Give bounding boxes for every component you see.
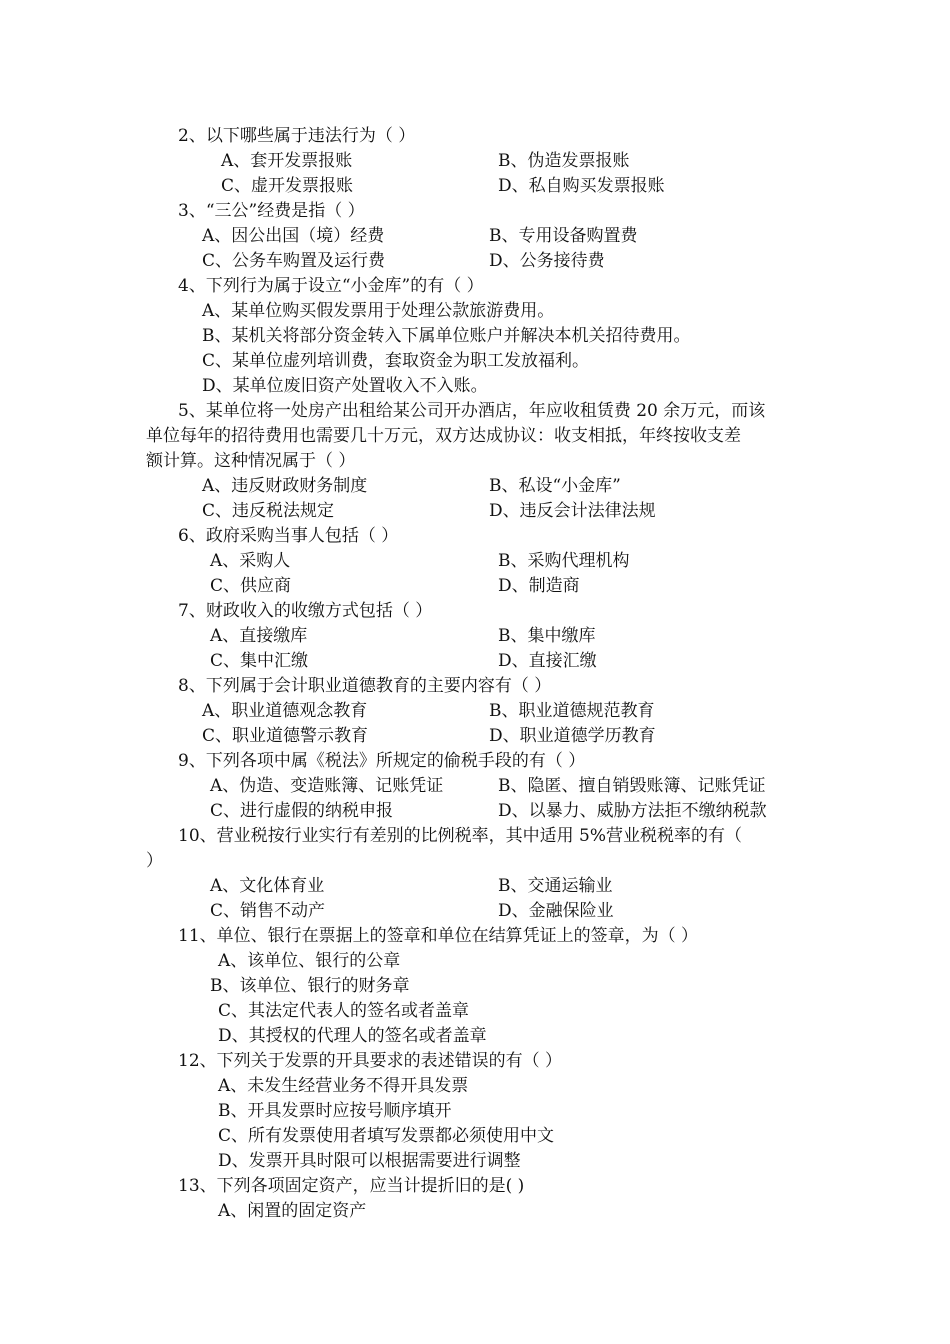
option-d: D、职业道德学历教育 bbox=[489, 726, 656, 746]
option-b: B、隐匿、擅自销毁账簿、记账凭证 bbox=[498, 776, 766, 796]
option-a: A、伪造、变造账簿、记账凭证 bbox=[210, 776, 444, 796]
option-a: A、因公出国（境）经费 bbox=[202, 226, 385, 246]
option-b: B、某机关将部分资金转入下属单位账户并解决本机关招待费用。 bbox=[202, 326, 691, 346]
question-stem: 9、下列各项中属《税法》所规定的偷税手段的有（ ） bbox=[178, 751, 586, 771]
option-c: C、公务车购置及运行费 bbox=[202, 251, 386, 271]
option-c: C、集中汇缴 bbox=[210, 651, 309, 671]
question-stem: 12、下列关于发票的开具要求的表述错误的有（ ） bbox=[178, 1051, 563, 1071]
option-c: C、其法定代表人的签名或者盖章 bbox=[218, 1001, 470, 1021]
option-a: A、文化体育业 bbox=[210, 876, 325, 896]
question-stem: 8、下列属于会计职业道德教育的主要内容有（ ） bbox=[178, 676, 552, 696]
option-b: B、伪造发票报账 bbox=[498, 151, 630, 171]
option-d: D、某单位废旧资产处置收入不入账。 bbox=[202, 376, 488, 396]
option-a: A、套开发票报账 bbox=[221, 151, 353, 171]
option-d: D、发票开具时限可以根据需要进行调整 bbox=[218, 1151, 521, 1171]
option-a: A、采购人 bbox=[210, 551, 291, 571]
question-stem: 3、“三公”经费是指（ ） bbox=[178, 201, 365, 221]
option-d: D、以暴力、威胁方法拒不缴纳税款 bbox=[498, 801, 767, 821]
option-a: A、违反财政财务制度 bbox=[202, 476, 368, 496]
question-stem-line-3: 额计算。这种情况属于（ ） bbox=[146, 451, 356, 471]
question-stem: 11、单位、银行在票据上的签章和单位在结算凭证上的签章，为（ ） bbox=[178, 926, 699, 946]
option-b: B、采购代理机构 bbox=[498, 551, 630, 571]
option-b: B、交通运输业 bbox=[498, 876, 613, 896]
question-stem-line-1: 5、某单位将一处房产出租给某公司开办酒店，年应收租赁费 20 余万元，而该 bbox=[178, 401, 766, 421]
option-c: C、违反税法规定 bbox=[202, 501, 335, 521]
option-a: A、职业道德观念教育 bbox=[202, 701, 368, 721]
option-b: B、开具发票时应按号顺序填开 bbox=[218, 1101, 452, 1121]
question-stem-line-2: ） bbox=[146, 851, 163, 871]
option-d: D、违反会计法律法规 bbox=[489, 501, 656, 521]
option-d: D、私自购买发票报账 bbox=[498, 176, 665, 196]
option-b: B、集中缴库 bbox=[498, 626, 596, 646]
question-stem: 13、下列各项固定资产，应当计提折旧的是( ) bbox=[178, 1176, 525, 1196]
question-stem: 7、财政收入的收缴方式包括（ ） bbox=[178, 601, 433, 621]
option-c: C、进行虚假的纳税申报 bbox=[210, 801, 394, 821]
option-c: C、供应商 bbox=[210, 576, 292, 596]
option-c: C、所有发票使用者填写发票都必须使用中文 bbox=[218, 1126, 555, 1146]
option-a: A、该单位、银行的公章 bbox=[218, 951, 401, 971]
option-a: A、闲置的固定资产 bbox=[218, 1201, 367, 1221]
option-d: D、金融保险业 bbox=[498, 901, 614, 921]
option-c: C、销售不动产 bbox=[210, 901, 326, 921]
option-c: C、虚开发票报账 bbox=[221, 176, 354, 196]
option-b: B、私设“小金库” bbox=[489, 476, 621, 496]
option-a: A、未发生经营业务不得开具发票 bbox=[218, 1076, 469, 1096]
option-b: B、专用设备购置费 bbox=[489, 226, 638, 246]
option-d: D、其授权的代理人的签名或者盖章 bbox=[218, 1026, 487, 1046]
question-stem-line-1: 10、营业税按行业实行有差别的比例税率，其中适用 5%营业税税率的有（ bbox=[178, 826, 743, 846]
option-b: B、该单位、银行的财务章 bbox=[210, 976, 410, 996]
option-d: D、直接汇缴 bbox=[498, 651, 597, 671]
question-stem: 4、下列行为属于设立“小金库”的有（ ） bbox=[178, 276, 484, 296]
question-stem: 2、以下哪些属于违法行为（ ） bbox=[178, 126, 416, 146]
option-b: B、职业道德规范教育 bbox=[489, 701, 655, 721]
option-d: D、制造商 bbox=[498, 576, 580, 596]
option-a: A、直接缴库 bbox=[210, 626, 308, 646]
option-c: C、职业道德警示教育 bbox=[202, 726, 369, 746]
option-a: A、某单位购买假发票用于处理公款旅游费用。 bbox=[202, 301, 555, 321]
option-c: C、某单位虚列培训费，套取资金为职工发放福利。 bbox=[202, 351, 590, 371]
question-stem: 6、政府采购当事人包括（ ） bbox=[178, 526, 399, 546]
question-stem-line-2: 单位每年的招待费用也需要几十万元，双方达成协议：收支相抵，年终按收支差 bbox=[146, 426, 741, 446]
option-d: D、公务接待费 bbox=[489, 251, 605, 271]
